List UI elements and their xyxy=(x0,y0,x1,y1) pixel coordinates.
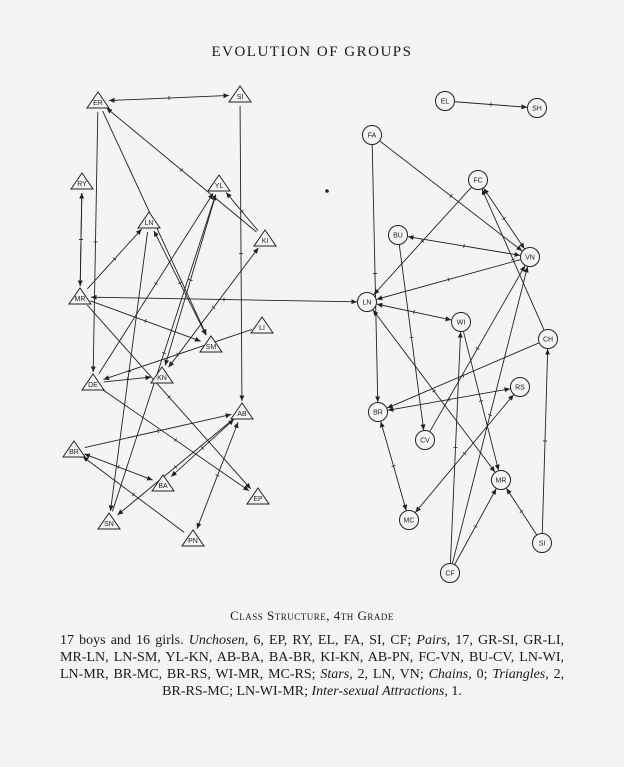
node-sh xyxy=(528,99,547,118)
diagram-nodes xyxy=(63,86,558,583)
node-label: KN xyxy=(157,374,167,382)
node-label: SH xyxy=(532,105,542,113)
caption-intro: 17 boys and 16 girls. xyxy=(60,633,184,648)
caption-triangles-value: 2, BR-RS-MC; LN-WI-MR; xyxy=(162,667,565,699)
node-label: EL xyxy=(440,98,450,106)
node-mr_b xyxy=(492,471,511,490)
node-label: SI xyxy=(538,540,546,548)
caption-pairs-label: Pairs, xyxy=(416,633,451,648)
caption-unchosen-label: Unchosen, xyxy=(188,633,249,648)
node-mc xyxy=(400,511,419,530)
node-cf xyxy=(441,564,460,583)
diagram-caption xyxy=(60,632,564,700)
node-br_g xyxy=(63,441,85,457)
edge-tick xyxy=(414,310,415,314)
edge-tick xyxy=(488,415,492,416)
node-label: ER xyxy=(93,99,103,107)
caption-stars-label: Stars, xyxy=(320,667,353,682)
node-wi xyxy=(452,313,471,332)
node-ki xyxy=(254,230,276,246)
node-label: MR xyxy=(74,295,86,303)
page-title: EVOLUTION OF GROUPS xyxy=(211,44,413,60)
node-label: VN xyxy=(525,254,535,262)
node-ln_b xyxy=(358,293,377,312)
node-label: LN xyxy=(362,299,372,307)
node-si_g xyxy=(229,86,251,102)
node-fc xyxy=(469,171,488,190)
edge-tick xyxy=(448,278,449,282)
node-li xyxy=(251,317,273,333)
node-label: MR xyxy=(495,477,507,485)
node-label: FA xyxy=(367,132,377,140)
node-pn xyxy=(182,530,204,546)
node-cv xyxy=(416,431,435,450)
node-el xyxy=(436,92,455,111)
edge-tick xyxy=(410,337,414,338)
node-label: LI xyxy=(259,324,265,332)
node-sm xyxy=(200,336,222,352)
caption-stars-value: 2, LN, VN; xyxy=(357,667,424,682)
edge-tick xyxy=(479,401,483,402)
node-label: SI xyxy=(236,93,244,101)
edge-tick xyxy=(392,465,396,466)
caption-intersexual-label: Inter-sexual Attractions, xyxy=(311,684,448,699)
diagram-edges xyxy=(79,95,548,564)
node-vn xyxy=(521,248,540,267)
node-label: CV xyxy=(420,437,430,445)
node-label: BR xyxy=(69,448,79,456)
node-ch xyxy=(539,330,558,349)
edge-tick xyxy=(464,244,465,248)
node-bu xyxy=(389,226,408,245)
node-yl xyxy=(208,175,230,191)
node-label: BA xyxy=(158,482,168,490)
node-ln_g xyxy=(138,212,160,228)
node-mr_g xyxy=(69,288,91,304)
node-ry xyxy=(71,173,93,189)
node-kn xyxy=(151,367,173,383)
node-label: RS xyxy=(515,384,525,392)
edge-tick xyxy=(174,438,176,441)
node-label: SM xyxy=(205,343,217,351)
node-br_b xyxy=(369,403,388,422)
node-label: BU xyxy=(393,232,403,240)
node-fa xyxy=(363,126,382,145)
node-label: MC xyxy=(403,517,415,525)
caption-intersexual-value: 1. xyxy=(451,684,462,699)
node-ba xyxy=(152,475,174,491)
node-label: CH xyxy=(542,336,554,344)
node-sn xyxy=(98,513,120,529)
node-label: YL xyxy=(214,182,224,190)
node-rs xyxy=(511,378,530,397)
diagram-subtitle: Class Structure, 4th Grade xyxy=(230,608,394,623)
edge-tick xyxy=(189,279,193,280)
node-ep xyxy=(247,488,269,504)
caption-chains-label: Chains, xyxy=(428,667,472,682)
node-de xyxy=(82,374,104,390)
node-label: DE xyxy=(88,381,98,389)
node-label: EP xyxy=(253,495,263,503)
node-label: WI xyxy=(456,319,466,327)
node-label: SN xyxy=(104,520,114,528)
node-label: RY xyxy=(77,180,87,188)
node-ab xyxy=(231,403,253,419)
stray-dot xyxy=(325,189,329,193)
node-label: BR xyxy=(373,409,383,417)
caption-chains-value: 0; xyxy=(476,667,488,682)
node-label: LN xyxy=(144,219,154,227)
caption-pairs-value: 17, GR-SI, GR-LI, MR-LN, LN-SM, YL-KN, AB-BA, BA-BR, KI-KN, AB-PN, FC-VN, BU-CV, LN-WI, LN-MR, BR-MC, BR-RS, WI-MR, MC-RS; xyxy=(60,633,565,682)
node-label: AB xyxy=(237,410,247,418)
node-si_b xyxy=(533,534,552,553)
node-label: PN xyxy=(188,537,198,545)
node-label: KI xyxy=(261,237,269,245)
node-er xyxy=(87,92,109,108)
node-label: FC xyxy=(473,177,483,185)
node-label: CF xyxy=(445,570,455,578)
caption-triangles-label: Triangles, xyxy=(492,667,549,682)
caption-unchosen-value: 6, EP, RY, EL, FA, SI, CF; xyxy=(253,633,412,648)
edge-tick xyxy=(158,429,159,433)
